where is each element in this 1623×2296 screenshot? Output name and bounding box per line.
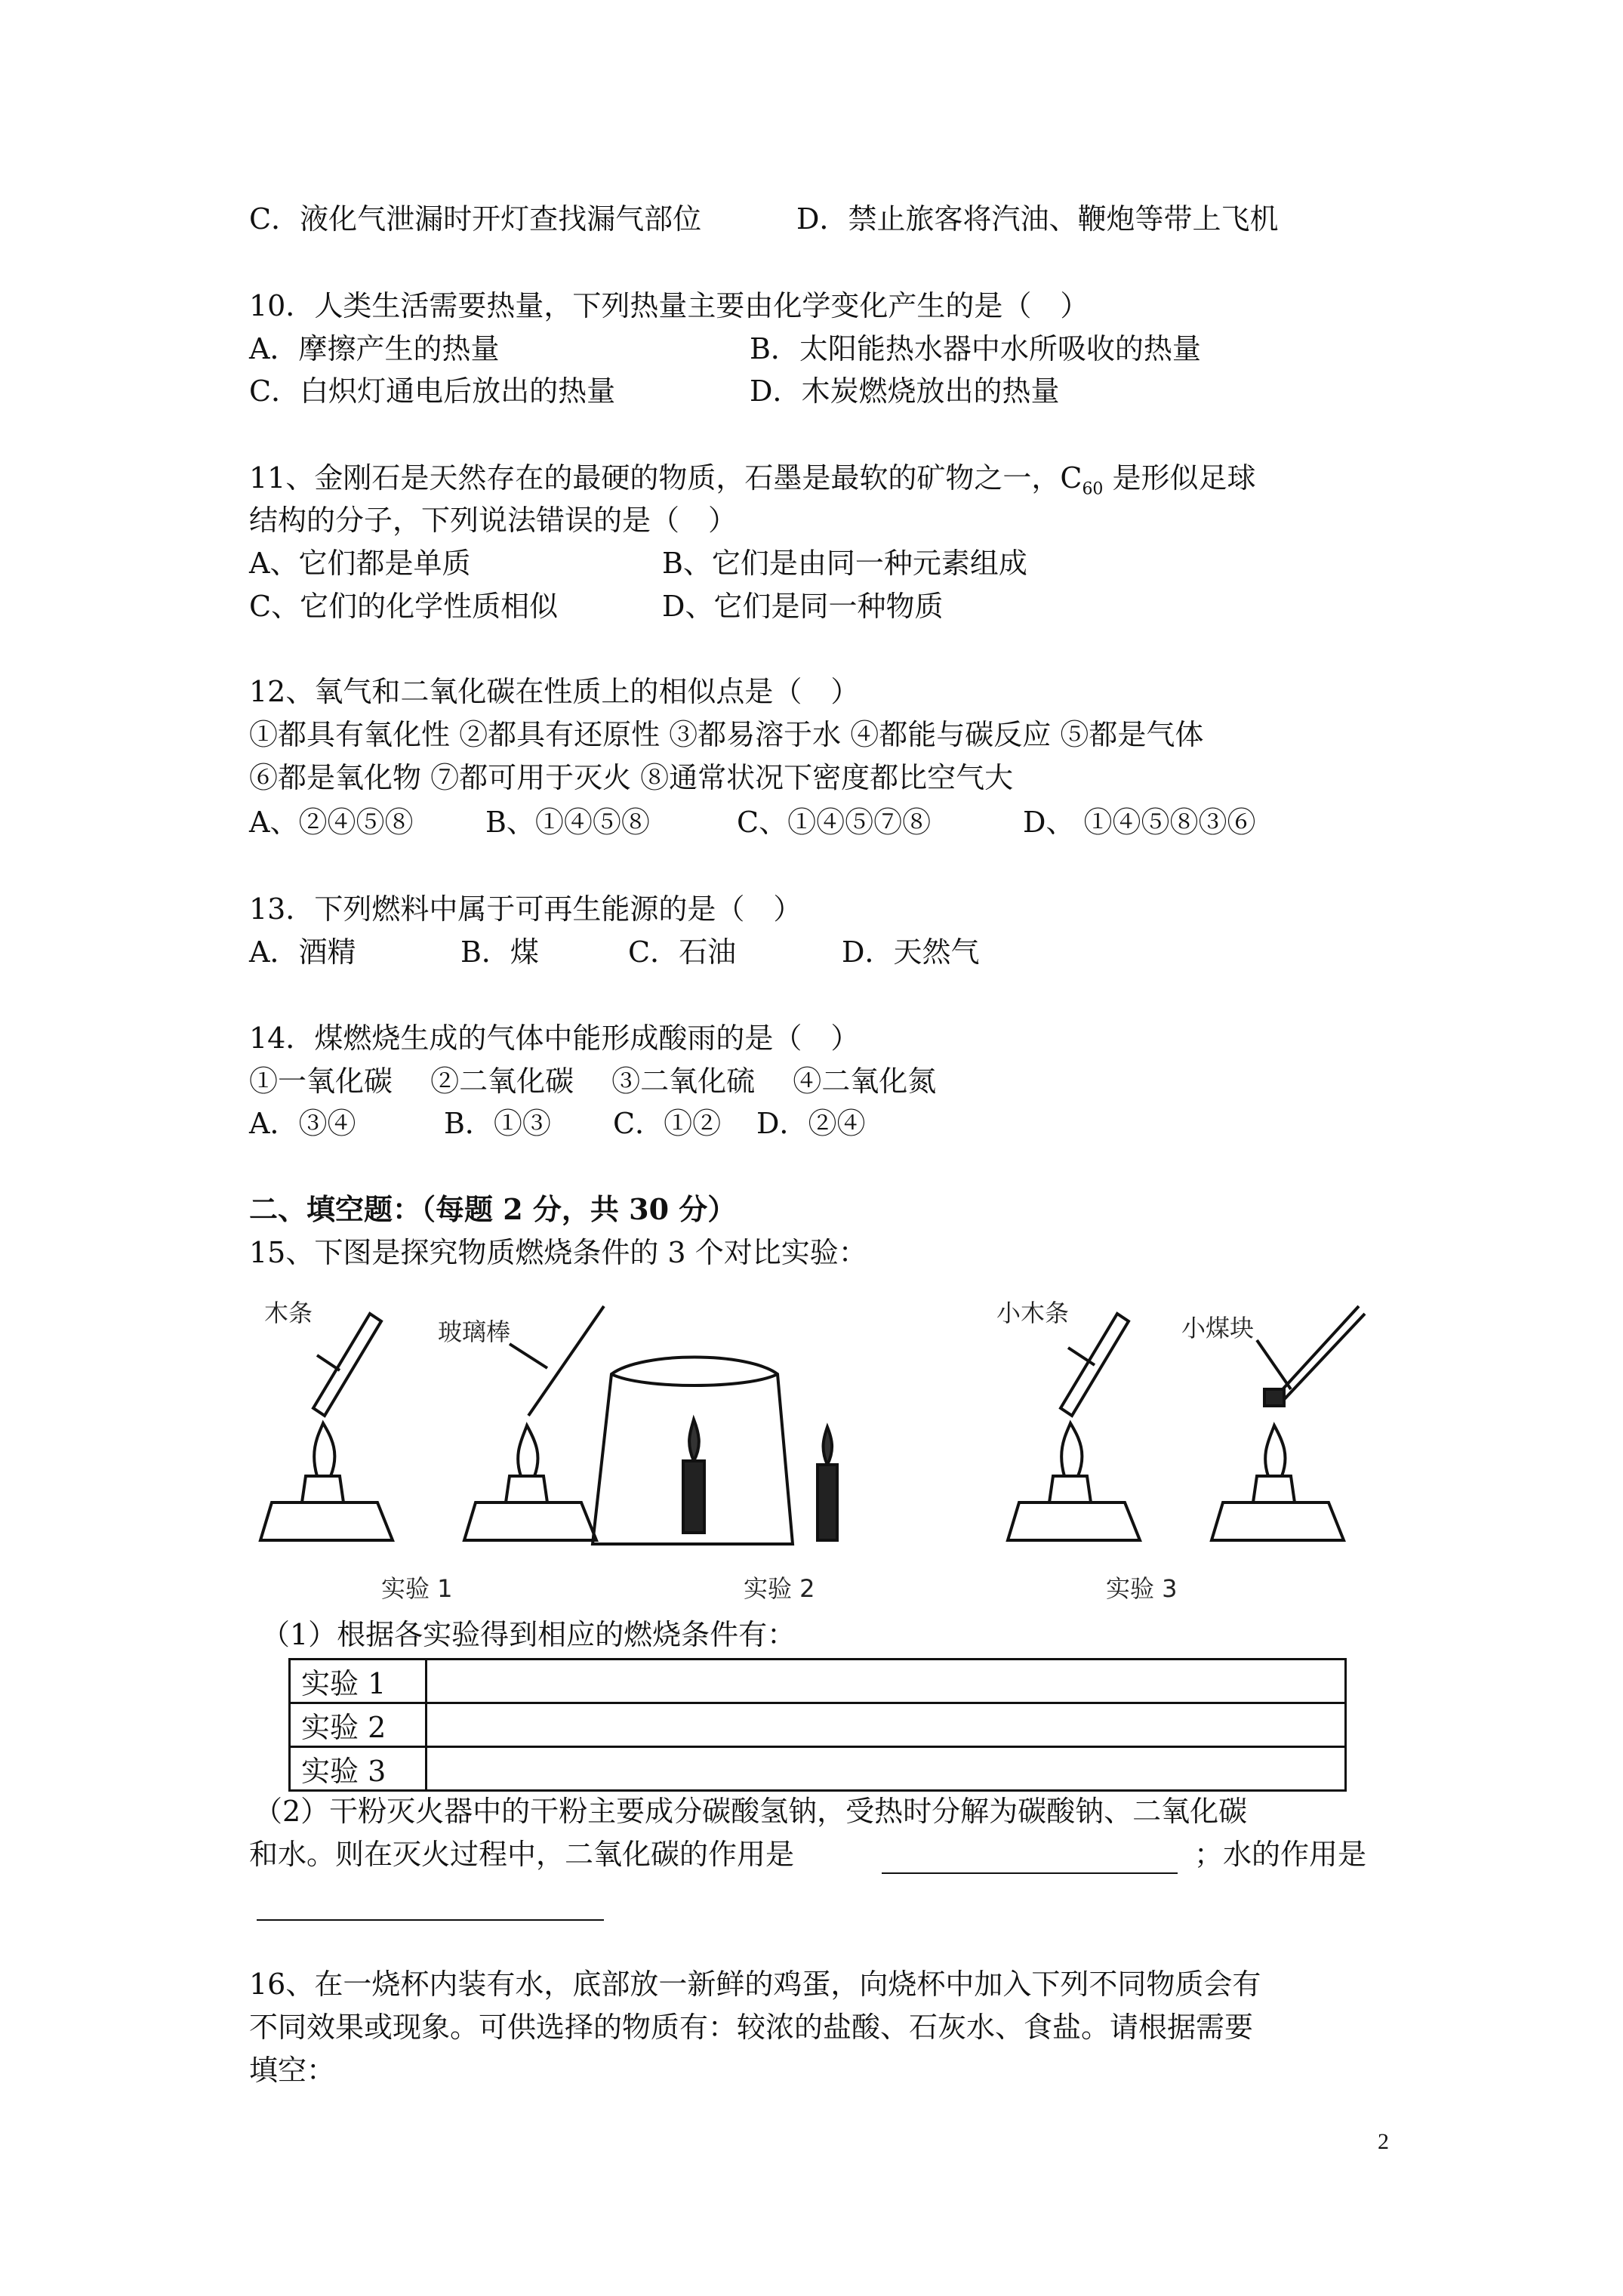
q14-option-c: C．①② (613, 1107, 722, 1140)
experiment-2-covered-candle (593, 1358, 793, 1545)
q15-sub2-line2-a: 和水。则在灭火过程中，二氧化碳的作用是 (249, 1838, 795, 1871)
q15-sub2-line1: （2）干粉灭火器中的干粉主要成分碳酸氢钠，受热时分解为碳酸钠、二氧化碳 (254, 1795, 1248, 1828)
q13-option-c: C．石油 (628, 935, 737, 969)
label-small-wood: 小木条 (996, 1299, 1070, 1327)
subscript-60: 60 (1082, 479, 1104, 499)
q12-props-line1: ①都具有氧化性 ②都具有还原性 ③都易溶于水 ④都能与碳反应 ⑤都是气体 (249, 718, 1204, 751)
conditions-table (288, 1658, 1347, 1792)
q14-option-b: B．①③ (444, 1107, 551, 1140)
table-row (290, 1703, 1346, 1747)
experiment-1-wood-lamp (260, 1314, 393, 1540)
q12-option-a: A、②④⑤⑧ (249, 806, 414, 839)
q9-option-c: C．液化气泄漏时开灯查找漏气部位 (249, 202, 702, 236)
q10-option-a: A．摩擦产生的热量 (249, 332, 500, 365)
caption-experiment-3: 实验 3 (1106, 1574, 1178, 1603)
q11-stem-line1: 11、金刚石是天然存在的最硬的物质，石墨是最软的矿物之一，$C_{60}$ 是形似足球 (249, 461, 1256, 499)
q13-option-b: B．煤 (460, 935, 539, 969)
q15-sub2-line2-b: ；水的作用是 (1194, 1838, 1367, 1871)
caption-experiment-1: 实验 1 (381, 1574, 453, 1603)
q11-stem-line2: 结构的分子，下列说法错误的是（ ） (249, 504, 738, 537)
q11-option-c: C、它们的化学性质相似 (249, 590, 559, 623)
row-label: 实验 2 (290, 1703, 427, 1747)
q12-option-b: B、①④⑤⑧ (485, 806, 650, 839)
q13-option-d: D．天然气 (842, 935, 980, 969)
combustion-experiments-figure (249, 1284, 1397, 1608)
q12-option-d: D、 ①④⑤⑧③⑥ (1023, 806, 1256, 839)
q10-option-b: B．太阳能热水器中水所吸收的热量 (750, 332, 1201, 365)
q11-option-b: B、它们是由同一种元素组成 (662, 547, 1027, 580)
section-2-title: 二、填空题：（每题 2 分，共 30 分） (249, 1192, 737, 1226)
q16-line3: 填空： (249, 2054, 336, 2087)
q14-items: ①一氧化碳 ②二氧化碳 ③二氧化硫 ④二氧化氮 (249, 1065, 937, 1098)
q14-option-a: A．③④ (249, 1107, 356, 1140)
q14-stem: 14．煤燃烧生成的气体中能形成酸雨的是（ ） (249, 1022, 860, 1055)
table-row (290, 1747, 1346, 1791)
q12-props-line2: ⑥都是氧化物 ⑦都可用于灭火 ⑧通常状况下密度都比空气大 (249, 761, 1014, 794)
q10-stem: 10．人类生活需要热量，下列热量主要由化学变化产生的是（ ） (249, 289, 1089, 322)
q9-option-d: D．禁止旅客将汽油、鞭炮等带上飞机 (796, 202, 1279, 236)
q16-line1: 16、在一烧杯内装有水，底部放一新鲜的鸡蛋，向烧杯中加入下列不同物质会有 (249, 1968, 1261, 2001)
q10-option-c: C．白炽灯通电后放出的热量 (249, 374, 616, 408)
page-number: 2 (1378, 2129, 1389, 2154)
caption-experiment-2: 实验 2 (744, 1574, 815, 1603)
answer-blank-water[interactable] (257, 1918, 604, 1921)
row-label: 实验 1 (290, 1660, 427, 1703)
experiment-2-open-candle (818, 1427, 837, 1540)
q10-option-d: D．木炭燃烧放出的热量 (750, 374, 1060, 408)
q12-stem: 12、氧气和二氧化碳在性质上的相似点是（ ） (249, 675, 860, 708)
q11-option-a: A、它们都是单质 (249, 547, 471, 580)
label-glass-rod: 玻璃棒 (438, 1318, 511, 1346)
q15-sub1: （1）根据各实验得到相应的燃烧条件有： (261, 1618, 796, 1651)
answer-cell-3[interactable] (427, 1747, 1346, 1791)
q13-stem: 13．下列燃料中属于可再生能源的是（ ） (249, 892, 802, 926)
answer-cell-2[interactable] (427, 1703, 1346, 1747)
q14-option-d: D．②④ (756, 1107, 866, 1140)
q15-stem: 15、下图是探究物质燃烧条件的 3 个对比实验： (249, 1236, 867, 1269)
experiment-3-wood-lamp (1008, 1314, 1140, 1540)
q11-option-d: D、它们是同一种物质 (662, 590, 944, 623)
answer-blank-co2[interactable] (882, 1871, 1178, 1874)
table-row (290, 1660, 1346, 1703)
q13-option-a: A．酒精 (249, 935, 356, 969)
q12-option-c: C、①④⑤⑦⑧ (737, 806, 932, 839)
row-label: 实验 3 (290, 1747, 427, 1791)
label-small-coal: 小煤块 (1181, 1314, 1255, 1342)
q16-line2: 不同效果或现象。可供选择的物质有：较浓的盐酸、石灰水、食盐。请根据需要 (249, 2011, 1254, 2044)
label-wood: 木条 (264, 1299, 313, 1327)
answer-cell-1[interactable] (427, 1660, 1346, 1703)
